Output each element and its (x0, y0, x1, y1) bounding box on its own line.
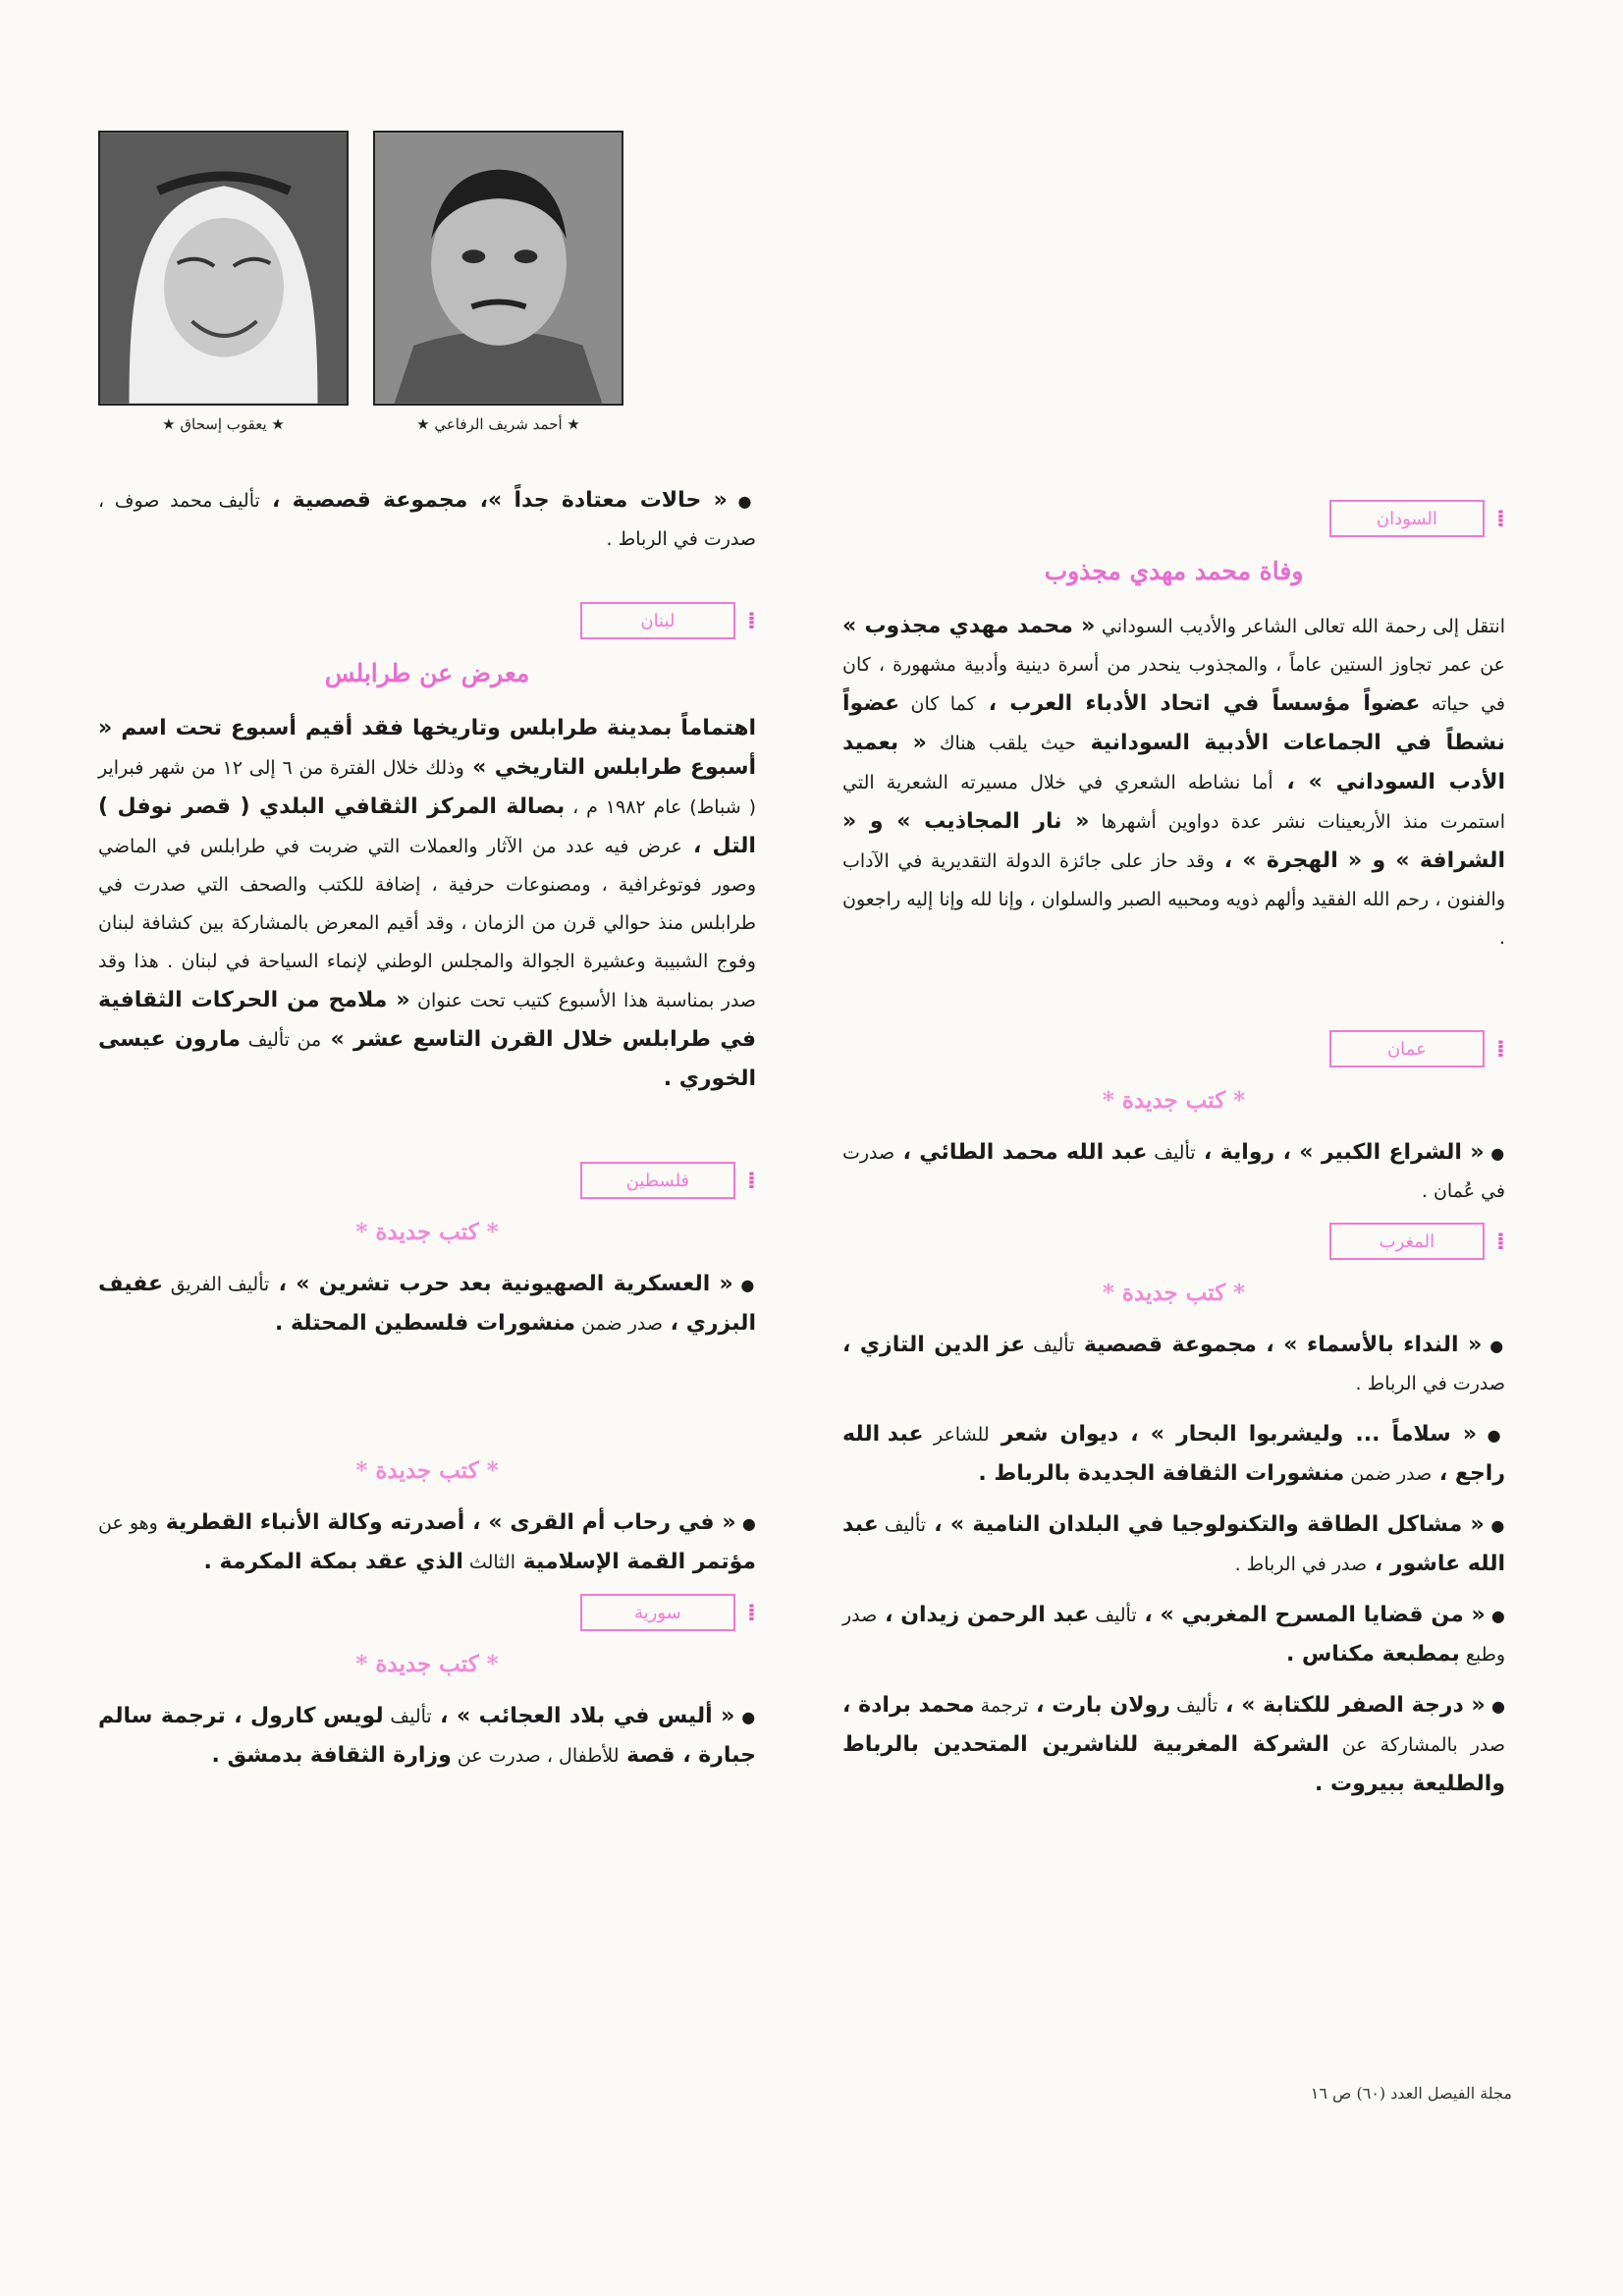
bullet-icon: ● (1490, 1697, 1506, 1716)
headline-sudan: وفاة محمد مهدي مجذوب (1044, 557, 1304, 585)
section-mark-icon: ⁞ (1495, 1035, 1505, 1063)
article-sudan: انتقل إلى رحمة الله تعالى الشاعر والأديب السوداني « محمد مهدي مجذوب » عن عمر تجاوز الستين عاماً ، والمجذوب ينحدر من أسرة دينية وأدبية مشهورة ، كان في حياته عضواً مؤسساً في اتحاد الأدباء العرب ، كما كان عضواً نشطاً في الجماعات الأدبية السودانية حيث يلقب هناك « بعميد الأدب السوداني » ، أما نشاطه الشعري في خلال مسيرته الشعرية التي استمرت منذ الأربعينات نشر عدة دواوين أشهرها « نار المجاذيب » و « الشرافة » و « الهجرة » ، وقد حاز على جائزة الدولة التقديرية في الآداب والفنون ، رحم الله الفقيد وألهم ذويه ومحبيه الصبر والسلوان ، وإنا لله وإنا إليه راجعون . (842, 614, 1506, 949)
list-item: ● « الشراع الكبير » ، رواية ، تأليف عبد الله محمد الطائي ، صدرت في عُمان . (842, 1140, 1505, 1202)
list-item: ● « النداء بالأسماء » ، مجموعة قصصية تأليف عز الدين التازي ، صدرت في الرباط . (842, 1333, 1505, 1394)
section-mark-icon: ⁞ (1495, 505, 1505, 532)
country-box: السودان (1329, 500, 1485, 537)
list-item: ● « سلاماً ... وليشربوا البحار » ، ديوان شعر للشاعر عبد الله راجع ، صدر ضمن منشورات الثقافة الجديدة بالرباط . (842, 1422, 1505, 1486)
section-mark-icon: ⁞ (746, 1599, 756, 1626)
right-column (842, 496, 1505, 1816)
portrait-headscarf-icon (100, 133, 347, 404)
section-morocco-label (842, 1223, 1505, 1260)
photo-yaqub-ishaq (98, 131, 349, 406)
article-lebanon: اهتماماً بمدينة طرابلس وتاريخها فقد أقيم أسبوع تحت اسم « أسبوع طرابلس التاريخي » وذلك خلال الفترة من ٦ إلى ١٢ من شهر فبراير ( شباط) عام ١٩٨٢ م ، بصالة المركز الثقافي البلدي ( قصر نوفل ) التل ، عرض فيه عدد من الآثار والعملات التي ضربت في طرابلس في الماضي وصور فوتوغرافية ، ومصنوعات حرفية ، إضافة للكتب والصحف التي صدرت في طرابلس منذ حوالي قرن من الزمان ، وقد أقيم المعرض بالمشاركة بين كشافة لبنان وفوج الشبيبة وعشيرة الجوالة والمجلس الوطني لإنماء السياحة في لبنان . هذا وقد صدر بمناسبة هذا الأسبوع كتيب تحت عنوان « ملامح من الحركات الثقافية في طرابلس خلال القرن التاسع عشر » من تأليف مارون عيسى الخوري . (98, 716, 756, 1091)
list-item: ● « مشاكل الطاقة والتكنولوجيا في البلدان النامية » ، تأليف عبد الله عاشور ، صدر في الرباط . (842, 1512, 1505, 1576)
photo-caption-rifai: ★ أحمد شريف الرفاعي ★ (416, 415, 580, 433)
section-mark-icon: ⁞ (746, 1167, 756, 1194)
list-item: ● « حالات معتادة جداً »، مجموعة قصصية ، تأليف محمد صوف ، صدرت في الرباط . (98, 488, 757, 550)
subhead-new-books: * كتب جديدة * (355, 1457, 499, 1484)
subhead-new-books: * كتب جديدة * (355, 1219, 499, 1245)
section-palestine-label (98, 1162, 756, 1199)
country-box: فلسطين (580, 1162, 735, 1199)
bullet-icon: ● (741, 1514, 756, 1533)
bullet-icon: ● (741, 1708, 756, 1726)
section-sudan-label (842, 500, 1505, 537)
list-item: ● « في رحاب أم القرى » ، أصدرته وكالة الأنباء القطرية وهو عن مؤتمر القمة الإسلامية الثالث الذي عقد بمكة المكرمة . (98, 1510, 756, 1574)
bullet-icon: ● (1490, 1607, 1505, 1625)
headline-lebanon: معرض عن طرابلس (324, 659, 530, 687)
section-lebanon-label (98, 602, 756, 639)
country-box: عمان (1329, 1030, 1485, 1067)
list-item: ● « أليس في بلاد العجائب » ، تأليف لويس كارول ، ترجمة سالم جبارة ، قصة للأطفال ، صدرت عن وزارة الثقافة بدمشق . (98, 1704, 756, 1768)
subhead-new-books: * كتب جديدة * (1102, 1280, 1246, 1306)
subhead-new-books: * كتب جديدة * (1102, 1087, 1246, 1114)
bullet-icon: ● (1487, 1426, 1505, 1445)
section-mark-icon: ⁞ (1495, 1228, 1505, 1255)
section-mark-icon: ⁞ (746, 607, 756, 634)
left-column (98, 481, 756, 1787)
list-item: ● « من قضايا المسرح المغربي » ، تأليف عبد الرحمن زيدان ، صدر وطبع بمطبعة مكناس . (842, 1603, 1505, 1667)
country-box: لبنان (580, 602, 735, 639)
country-box: المغرب (1329, 1223, 1485, 1260)
photo-ahmad-sharif-rifai (373, 131, 623, 406)
country-box: سورية (580, 1594, 735, 1631)
section-oman-label (842, 1030, 1505, 1067)
section-syria-label (98, 1594, 756, 1631)
list-item: ● « درجة الصفر للكتابة » ، تأليف رولان بارت ، ترجمة محمد برادة ، صدر بالمشاركة عن الشركة المغربية للناشرين المتحدين بالرباط والطليعة ببيروت . (842, 1693, 1506, 1796)
photo-caption-yaqub: ★ يعقوب إسحاق ★ (162, 415, 285, 433)
portrait-man-icon (375, 133, 622, 404)
list-item: ● « العسكرية الصهيونية بعد حرب تشرين » ، تأليف الفريق عفيف البزري ، صدر ضمن منشورات فلسطين المحتلة . (98, 1272, 756, 1336)
subhead-new-books: * كتب جديدة * (355, 1651, 499, 1677)
bullet-icon: ● (740, 1276, 756, 1294)
page-footer: مجلة الفيصل العدد (٦٠) ص ١٦ (1310, 2084, 1512, 2103)
bullet-icon: ● (737, 492, 757, 511)
bullet-icon: ● (1489, 1337, 1505, 1355)
bullet-icon: ● (1490, 1516, 1505, 1535)
bullet-icon: ● (1490, 1144, 1505, 1163)
